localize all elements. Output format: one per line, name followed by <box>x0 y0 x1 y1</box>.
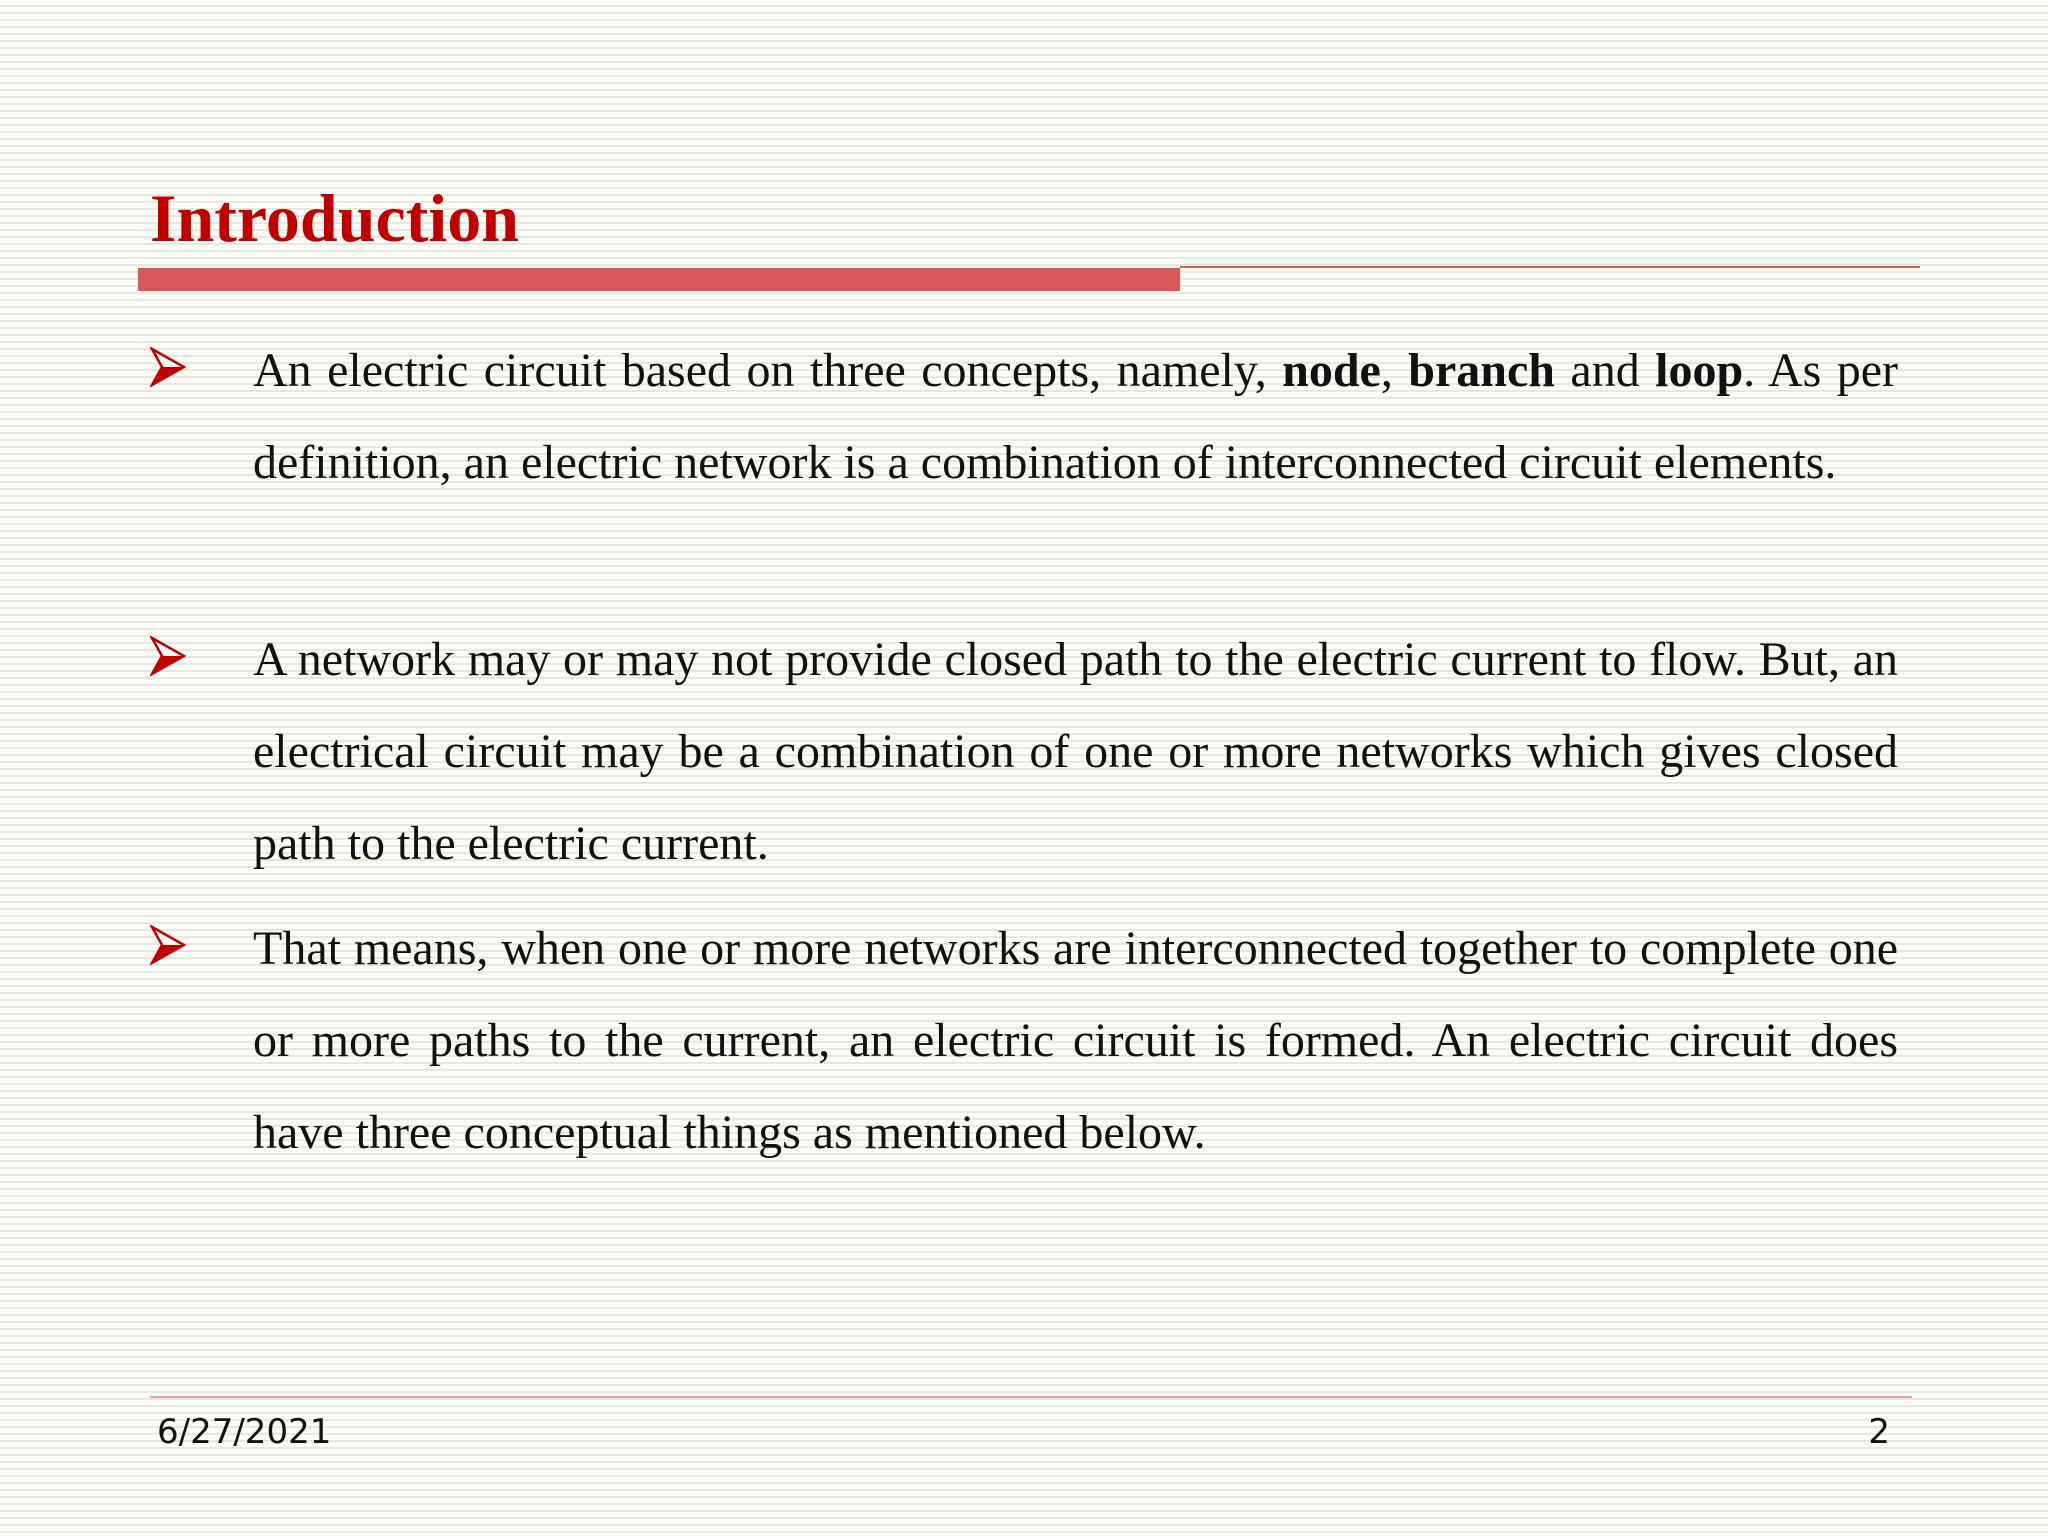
bold-term: loop <box>1655 344 1744 397</box>
text-run: An electric circuit based on three concepts, namely, <box>253 344 1283 397</box>
bullet-text-3 <box>253 903 1898 1179</box>
text-run: , <box>1380 344 1409 397</box>
text-run: That means, when one or more networks are interconnected together to complete one or more paths to the current, an electric circuit is formed. An electric circuit does have three conceptual things as mentioned below. <box>253 922 1898 1159</box>
text-run: . As per definition, an electric network is a combination of interconnected circuit elements. <box>253 344 1898 489</box>
bullet-text-1 <box>253 325 1898 509</box>
arrow-bullet-icon <box>150 923 186 967</box>
slide-number: 2 <box>1868 1412 1890 1452</box>
footer-date: 6/27/2021 <box>157 1412 332 1452</box>
arrow-bullet-icon <box>150 345 186 389</box>
slide-title: Introduction <box>150 180 520 256</box>
bullet-text-2 <box>253 614 1898 890</box>
text-run: and <box>1554 344 1656 397</box>
bold-term: branch <box>1408 344 1555 397</box>
arrow-bullet-icon <box>150 634 186 678</box>
text-run: A network may or may not provide closed path to the electric current to flow. But, an electrical circuit may be a combination of one or more networks which gives closed path to the electric current. <box>253 633 1898 870</box>
bold-term: node <box>1282 344 1381 397</box>
footer-divider <box>150 1396 1912 1398</box>
